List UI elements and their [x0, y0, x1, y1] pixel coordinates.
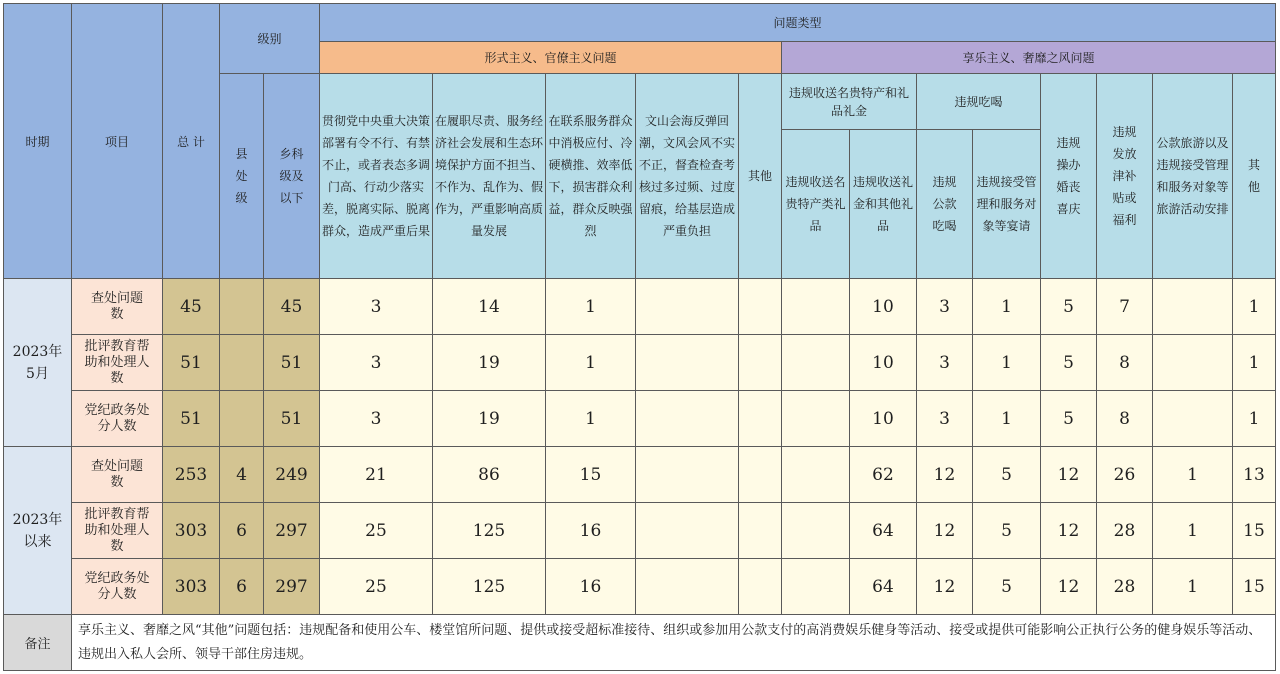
header-eating-group: 违规吃喝 — [917, 74, 1041, 130]
cell: 125 — [433, 559, 546, 615]
cell: 12 — [1041, 447, 1097, 503]
cell: 8 — [1097, 335, 1153, 391]
note-label: 备注 — [4, 615, 72, 671]
header-formalism-col-2: 在履职尽责、服务经济社会发展和生态环境保护方面不担当、不作为、乱作为、假作为，严重影响高质量发展 — [433, 74, 546, 279]
cell: 12 — [1041, 559, 1097, 615]
cell: 19 — [433, 335, 546, 391]
cell — [636, 279, 739, 335]
cell: 1 — [546, 391, 636, 447]
cell — [739, 447, 782, 503]
cell-township: 297 — [264, 503, 320, 559]
header-period: 时期 — [4, 4, 72, 279]
header-hedonism-col-other — [1233, 74, 1276, 279]
row-item-label — [72, 447, 163, 503]
cell: 26 — [1097, 447, 1153, 503]
cell — [782, 559, 850, 615]
cell: 3 — [320, 279, 433, 335]
cell: 14 — [433, 279, 546, 335]
cell: 10 — [850, 391, 917, 447]
cell: 62 — [850, 447, 917, 503]
cell-township: 249 — [264, 447, 320, 503]
cell — [782, 391, 850, 447]
cell: 10 — [850, 279, 917, 335]
cell-total: 303 — [163, 503, 220, 559]
cell-total: 45 — [163, 279, 220, 335]
cell: 1 — [1153, 447, 1233, 503]
cell-township: 297 — [264, 559, 320, 615]
row-item-label — [72, 335, 163, 391]
cell — [636, 559, 739, 615]
header-hedonism-col-travel: 公款旅游以及违规接受管理和服务对象等旅游活动安排 — [1153, 74, 1233, 279]
cell: 1 — [973, 279, 1041, 335]
cell-county — [220, 335, 264, 391]
cell: 7 — [1097, 279, 1153, 335]
cell: 13 — [1233, 447, 1276, 503]
header-total: 总 计 — [163, 4, 220, 279]
cell: 5 — [1041, 335, 1097, 391]
cell-total: 51 — [163, 335, 220, 391]
cell-county — [220, 279, 264, 335]
cell: 64 — [850, 503, 917, 559]
header-hedonism-col-allowance-text: 违规发放津补贴或福利 — [1112, 125, 1137, 227]
cell: 15 — [546, 447, 636, 503]
header-hedonism: 享乐主义、奢靡之风问题 — [782, 42, 1276, 74]
cell: 19 — [433, 391, 546, 447]
cell — [782, 335, 850, 391]
row-item-label — [72, 279, 163, 335]
header-eating-col-1-text: 违规公款吃喝 — [932, 175, 957, 233]
header-township — [264, 74, 320, 279]
header-hedonism-col-allowance — [1097, 74, 1153, 279]
cell — [636, 391, 739, 447]
row-item-label — [72, 503, 163, 559]
header-formalism-col-4: 文山会海反弹回潮，文风会风不实不正，督查检查考核过多过频、过度留痕，给基层造成严重负担 — [636, 74, 739, 279]
period-2023-05-label: 2023年5月 — [12, 343, 63, 382]
period-2023-since-label: 2023年以来 — [12, 511, 63, 550]
cell: 86 — [433, 447, 546, 503]
row-item-label-text: 查处问题数 — [90, 290, 143, 322]
cell — [739, 503, 782, 559]
cell-township: 51 — [264, 391, 320, 447]
cell: 15 — [1233, 503, 1276, 559]
header-problem-type: 问题类型 — [320, 4, 1276, 42]
note-text: 享乐主义、奢靡之风“其他”问题包括：违规配备和使用公车、楼堂馆所问题、提供或接受超标准接待、组织或参加用公款支付的高消费娱乐健身等活动、接受或提供可能影响公正执行公务的健身娱乐等活动、违规出入私人会所、领导干部住房违规。 — [72, 615, 1276, 671]
header-gifts-col-2: 违规收送礼金和其他礼品 — [850, 130, 917, 279]
cell: 25 — [320, 559, 433, 615]
cell: 5 — [973, 447, 1041, 503]
cell — [739, 391, 782, 447]
cell-county: 6 — [220, 503, 264, 559]
cell-township: 51 — [264, 335, 320, 391]
header-township-text: 乡科级及以下 — [279, 147, 304, 205]
cell: 125 — [433, 503, 546, 559]
row-item-label-text: 批评教育帮助和处理人数 — [84, 506, 150, 554]
header-formalism: 形式主义、官僚主义问题 — [320, 42, 782, 74]
cell: 1 — [546, 279, 636, 335]
row-item-label — [72, 391, 163, 447]
header-county — [220, 74, 264, 279]
cell: 64 — [850, 559, 917, 615]
cell: 1 — [1233, 279, 1276, 335]
cell — [782, 279, 850, 335]
cell-total: 303 — [163, 559, 220, 615]
header-formalism-col-3: 在联系服务群众中消极应付、冷硬横推、效率低下，损害群众利益，群众反映强烈 — [546, 74, 636, 279]
cell: 1 — [546, 335, 636, 391]
cell — [636, 503, 739, 559]
statistics-table — [3, 3, 1276, 671]
header-formalism-col-1: 贯彻党中央重大决策部署有令不行、有禁不止，或者表态多调门高、行动少落实差，脱离实际、脱离群众，造成严重后果 — [320, 74, 433, 279]
cell: 3 — [917, 279, 973, 335]
cell-county — [220, 391, 264, 447]
cell: 1 — [1233, 335, 1276, 391]
cell: 28 — [1097, 503, 1153, 559]
cell: 12 — [917, 503, 973, 559]
cell — [739, 279, 782, 335]
header-hedonism-col-weddings — [1041, 74, 1097, 279]
header-gifts-col-1: 违规收送名贵特产类礼品 — [782, 130, 850, 279]
header-level: 级别 — [220, 4, 320, 74]
period-2023-05 — [4, 279, 72, 447]
cell: 3 — [917, 335, 973, 391]
cell: 1 — [1233, 391, 1276, 447]
cell — [1153, 335, 1233, 391]
cell: 3 — [320, 391, 433, 447]
cell: 1 — [1153, 559, 1233, 615]
cell-total: 253 — [163, 447, 220, 503]
header-eating-col-2: 违规接受管理和服务对象等宴请 — [973, 130, 1041, 279]
cell: 1 — [973, 391, 1041, 447]
cell: 8 — [1097, 391, 1153, 447]
cell-county: 6 — [220, 559, 264, 615]
cell: 16 — [546, 559, 636, 615]
cell: 28 — [1097, 559, 1153, 615]
row-item-label-text: 党纪政务处分人数 — [84, 570, 150, 602]
cell — [636, 447, 739, 503]
cell: 5 — [973, 559, 1041, 615]
cell: 5 — [973, 503, 1041, 559]
cell: 21 — [320, 447, 433, 503]
cell — [782, 503, 850, 559]
header-gifts-group: 违规收送名贵特产和礼品礼金 — [782, 74, 917, 130]
cell — [739, 335, 782, 391]
cell: 10 — [850, 335, 917, 391]
cell: 12 — [1041, 503, 1097, 559]
row-item-label-text: 查处问题数 — [90, 458, 143, 490]
cell: 15 — [1233, 559, 1276, 615]
row-item-label-text: 批评教育帮助和处理人数 — [84, 338, 150, 386]
cell — [1153, 279, 1233, 335]
header-hedonism-col-other-text: 其他 — [1247, 158, 1260, 194]
cell: 5 — [1041, 391, 1097, 447]
header-formalism-col-5: 其他 — [739, 74, 782, 279]
cell: 16 — [546, 503, 636, 559]
cell — [782, 447, 850, 503]
header-item: 项目 — [72, 4, 163, 279]
cell — [636, 335, 739, 391]
cell-township: 45 — [264, 279, 320, 335]
cell-county: 4 — [220, 447, 264, 503]
row-item-label-text: 党纪政务处分人数 — [84, 402, 150, 434]
cell-total: 51 — [163, 391, 220, 447]
header-eating-col-1 — [917, 130, 973, 279]
cell: 1 — [973, 335, 1041, 391]
header-hedonism-col-weddings-text: 违规操办婚丧喜庆 — [1056, 136, 1081, 216]
cell: 25 — [320, 503, 433, 559]
cell — [739, 559, 782, 615]
cell: 12 — [917, 447, 973, 503]
header-county-text: 县处级 — [235, 147, 248, 205]
period-2023-since — [4, 447, 72, 615]
cell: 3 — [320, 335, 433, 391]
cell: 12 — [917, 559, 973, 615]
cell — [1153, 391, 1233, 447]
row-item-label — [72, 559, 163, 615]
cell: 5 — [1041, 279, 1097, 335]
cell: 3 — [917, 391, 973, 447]
cell: 1 — [1153, 503, 1233, 559]
